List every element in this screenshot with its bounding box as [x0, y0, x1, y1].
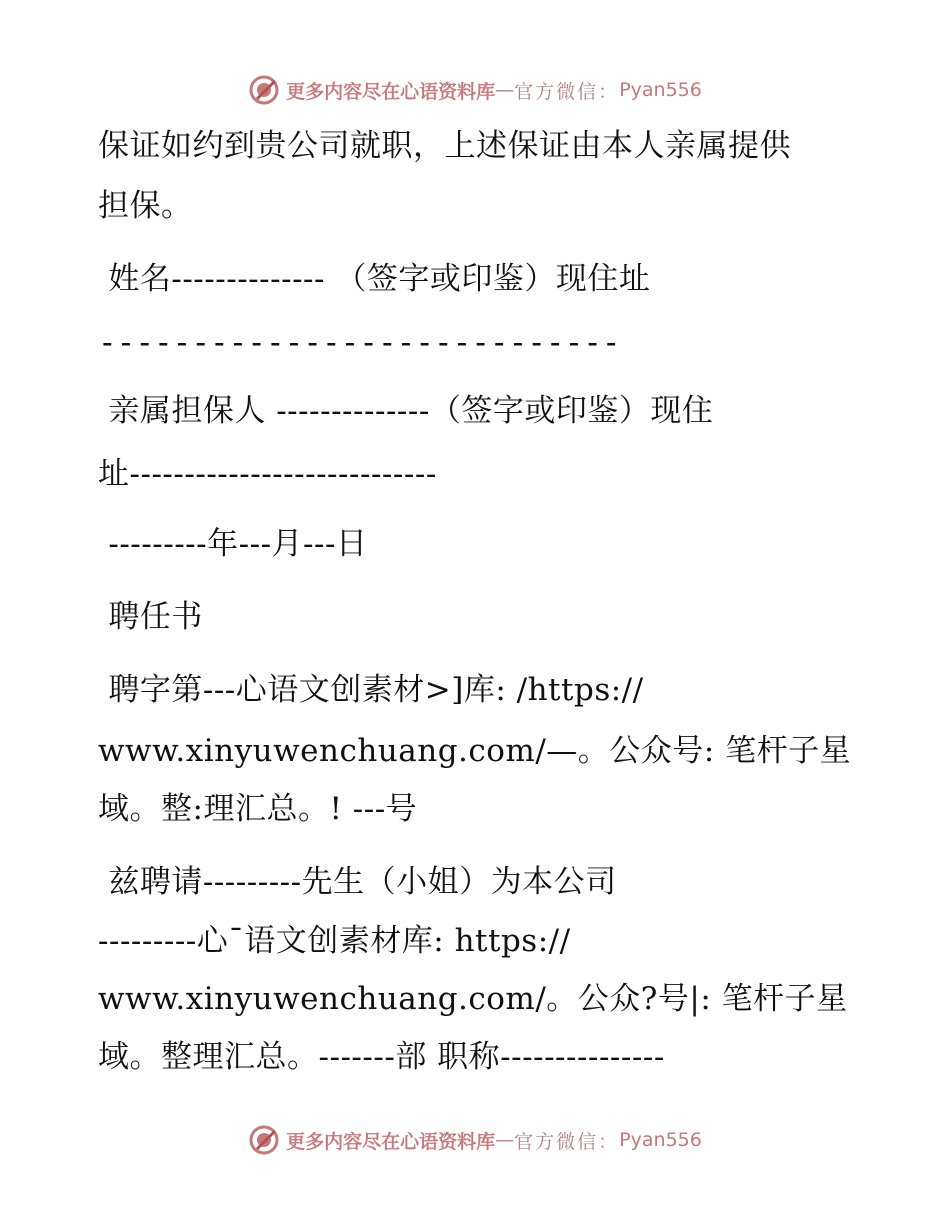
doc-line-10: www.xinyuwenchuang.com/—。公众号: 笔杆子星: [98, 733, 852, 769]
doc-line-13: ---------心¯语文创素材库: https://: [98, 923, 571, 959]
banner-main-text: 更多内容尽在心语资料库: [286, 1130, 496, 1153]
doc-line-4: ----------------------------: [98, 325, 621, 361]
footer-banner: [0, 1120, 950, 1160]
banner-account: Pyan556: [619, 1129, 702, 1151]
doc-line-8: 聘任书: [98, 599, 203, 635]
doc-line-7: ---------年---月---日: [98, 526, 368, 562]
banner-official-label: 官方微信：: [514, 80, 620, 103]
doc-line-14: www.xinyuwenchuang.com/。公众?号|: 笔杆子星: [98, 981, 848, 1017]
banner-dash: —: [495, 1129, 515, 1151]
banner-official-label: 官方微信：: [514, 1130, 620, 1153]
banner-main-text: 更多内容尽在心语资料库: [286, 80, 496, 103]
doc-line-2: 担保。: [98, 188, 193, 224]
banner-account: Pyan556: [619, 79, 702, 101]
doc-line-6: 址----------------------------: [98, 456, 437, 492]
doc-line-3: 姓名-------------- （签字或印鉴）现住址: [98, 261, 651, 297]
banner-dash: —: [495, 79, 515, 101]
doc-line-5: 亲属担保人 --------------（签字或印鉴）现住: [98, 393, 714, 429]
pen-logo-icon: [248, 1124, 280, 1156]
doc-line-1: 保证如约到贵公司就职，上述保证由本人亲属提供: [98, 128, 791, 164]
pen-logo-icon: [248, 74, 280, 106]
doc-line-12: 兹聘请---------先生（小姐）为本公司: [98, 864, 617, 900]
header-banner: [0, 70, 950, 110]
doc-line-9: 聘字第---心语文创素材>]库: /https://: [98, 672, 644, 708]
doc-line-11: 域。整:理汇总。! ---号: [98, 791, 418, 827]
doc-line-15: 域。整理汇总。-------部 职称---------------: [98, 1039, 665, 1075]
